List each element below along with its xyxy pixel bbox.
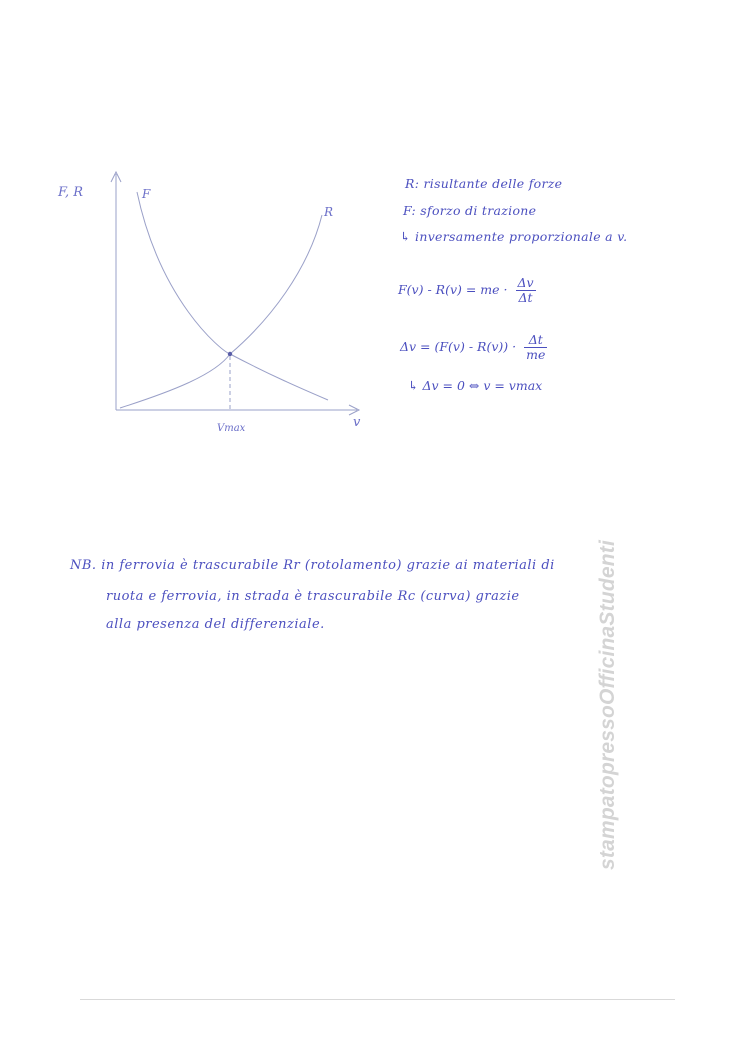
- x-axis-label: v: [353, 415, 361, 430]
- equation-delta-v: [400, 333, 547, 362]
- vmax-label: Vmax: [217, 423, 246, 434]
- equation-delta-v-fraction: [524, 333, 547, 362]
- watermark: stampatopressoOfficinaStudenti: [596, 539, 619, 870]
- equation-newton-denominator: Δt: [518, 290, 533, 305]
- curve-r: [120, 215, 322, 408]
- force-velocity-graph: [50, 160, 370, 440]
- equation-delta-v-denominator: me: [526, 347, 546, 362]
- footer-divider: [80, 999, 675, 1000]
- curve-r-label: R: [324, 205, 334, 219]
- equation-newton-fraction: [516, 276, 536, 305]
- equation-delta-v-lhs: Δv = (F(v) - R(v)) ·: [400, 339, 517, 354]
- nb-line-2: ruota e ferrovia, in strada è trascurabile Rc (curva) grazie: [106, 589, 520, 604]
- note-f-definition: F: sforzo di trazione: [403, 203, 537, 218]
- intersection-point: [228, 352, 232, 356]
- equation-vmax-condition: ↳ Δv = 0 ⇔ v = vmax: [408, 378, 543, 393]
- curve-f: [137, 192, 328, 400]
- equation-newton: [398, 276, 536, 305]
- nb-line-1: NB. in ferrovia è trascurabile Rr (rotolamento) grazie ai materiali di: [70, 558, 555, 573]
- nb-line-3: alla presenza del differenziale.: [106, 617, 325, 632]
- note-inverse-proportional: ↳ inversamente proporzionale a v.: [400, 229, 628, 244]
- y-axis-label: F, R: [58, 185, 84, 200]
- equation-delta-v-numerator: Δt: [524, 333, 547, 348]
- curve-f-label: F: [142, 187, 151, 201]
- equation-newton-numerator: Δv: [517, 275, 534, 290]
- note-r-definition: R: risultante delle forze: [405, 176, 563, 191]
- equation-newton-lhs: F(v) - R(v) = me ·: [398, 282, 508, 297]
